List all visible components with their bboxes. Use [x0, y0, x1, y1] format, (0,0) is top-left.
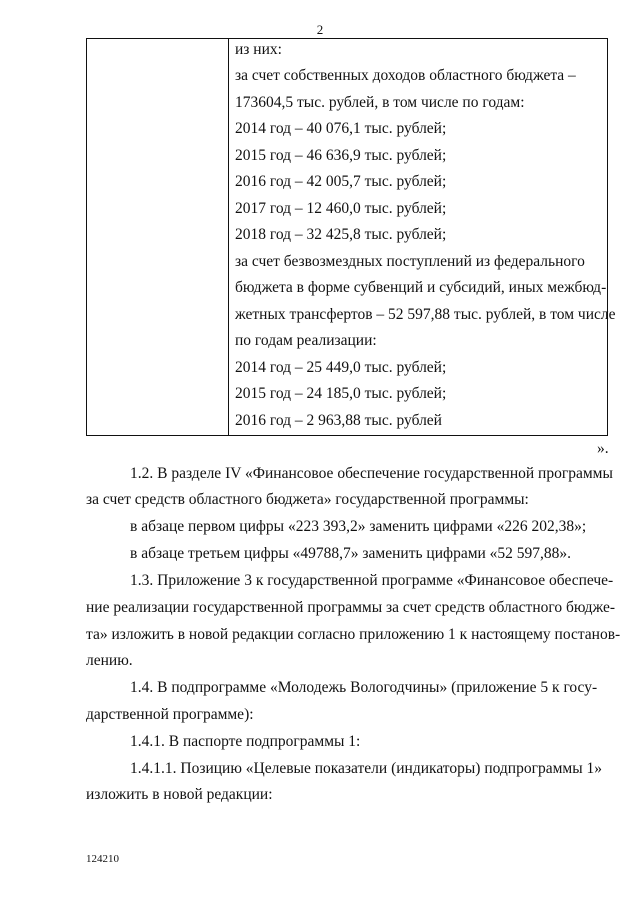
paragraph-abzac-3: в абзаце третьем цифры «49788,7» заменить цифрами «52 597,88».	[130, 545, 572, 562]
table-line: по годам реализации:	[235, 332, 377, 349]
table-line: бюджета в форме субвенций и субсидий, иных межбюд-	[235, 279, 607, 296]
table-line: за счет собственных доходов областного бюджета –	[235, 67, 576, 84]
page-number: 2	[316, 22, 324, 37]
closing-quote: ».	[597, 440, 609, 457]
table-left-cell	[87, 39, 228, 435]
table-line: 2014 год – 25 449,0 тыс. рублей;	[235, 359, 447, 376]
paragraph-1-3-line: ние реализации государственной программы за счет средств областного бюдже-	[86, 599, 616, 616]
table-line: жетных трансфертов – 52 597,88 тыс. рублей, в том числе	[235, 306, 616, 323]
paragraph-1-4-line: 1.4. В подпрограмме «Молодежь Вологодчины» (приложение 5 к госу-	[130, 679, 598, 696]
table-line: 2017 год – 12 460,0 тыс. рублей;	[235, 200, 447, 217]
table-line: за счет безвозмездных поступлений из федерального	[235, 253, 585, 270]
paragraph-1-3-line: лению.	[86, 652, 133, 669]
paragraph-1-4-1: 1.4.1. В паспорте подпрограммы 1:	[130, 733, 361, 750]
table-line: из них:	[235, 41, 282, 58]
table-line: 2016 год – 42 005,7 тыс. рублей;	[235, 173, 447, 190]
paragraph-1-2-line: за счет средств областного бюджета» государственной программы:	[86, 491, 529, 508]
table-line: 2015 год – 46 636,9 тыс. рублей;	[235, 147, 447, 164]
table-line: 2014 год – 40 076,1 тыс. рублей;	[235, 120, 447, 137]
table-line: 2015 год – 24 185,0 тыс. рублей;	[235, 385, 447, 402]
paragraph-1-4-line: дарственной программе):	[86, 706, 254, 723]
paragraph-1-3-line: та» изложить в новой редакции согласно приложению 1 к настоящему постанов-	[86, 626, 621, 643]
paragraph-1-3-line: 1.3. Приложение 3 к государственной программе «Финансовое обеспече-	[130, 572, 614, 589]
financing-table	[86, 38, 616, 436]
paragraph-1-4-1-1-line: изложить в новой редакции:	[86, 786, 273, 803]
paragraph-1-2-line: 1.2. В разделе IV «Финансовое обеспечение государственной программы	[130, 465, 613, 482]
paragraph-abzac-1: в абзаце первом цифры «223 393,2» заменить цифрами «226 202,38»;	[130, 518, 587, 535]
document-code: 124210	[86, 853, 119, 865]
table-line: 173604,5 тыс. рублей, в том числе по годам:	[235, 94, 525, 111]
paragraph-1-4-1-1-line: 1.4.1.1. Позицию «Целевые показатели (индикаторы) подпрограммы 1»	[130, 760, 602, 777]
table-line: 2018 год – 32 425,8 тыс. рублей;	[235, 226, 447, 243]
table-column-divider	[228, 39, 229, 435]
table-line: 2016 год – 2 963,88 тыс. рублей	[235, 412, 442, 429]
